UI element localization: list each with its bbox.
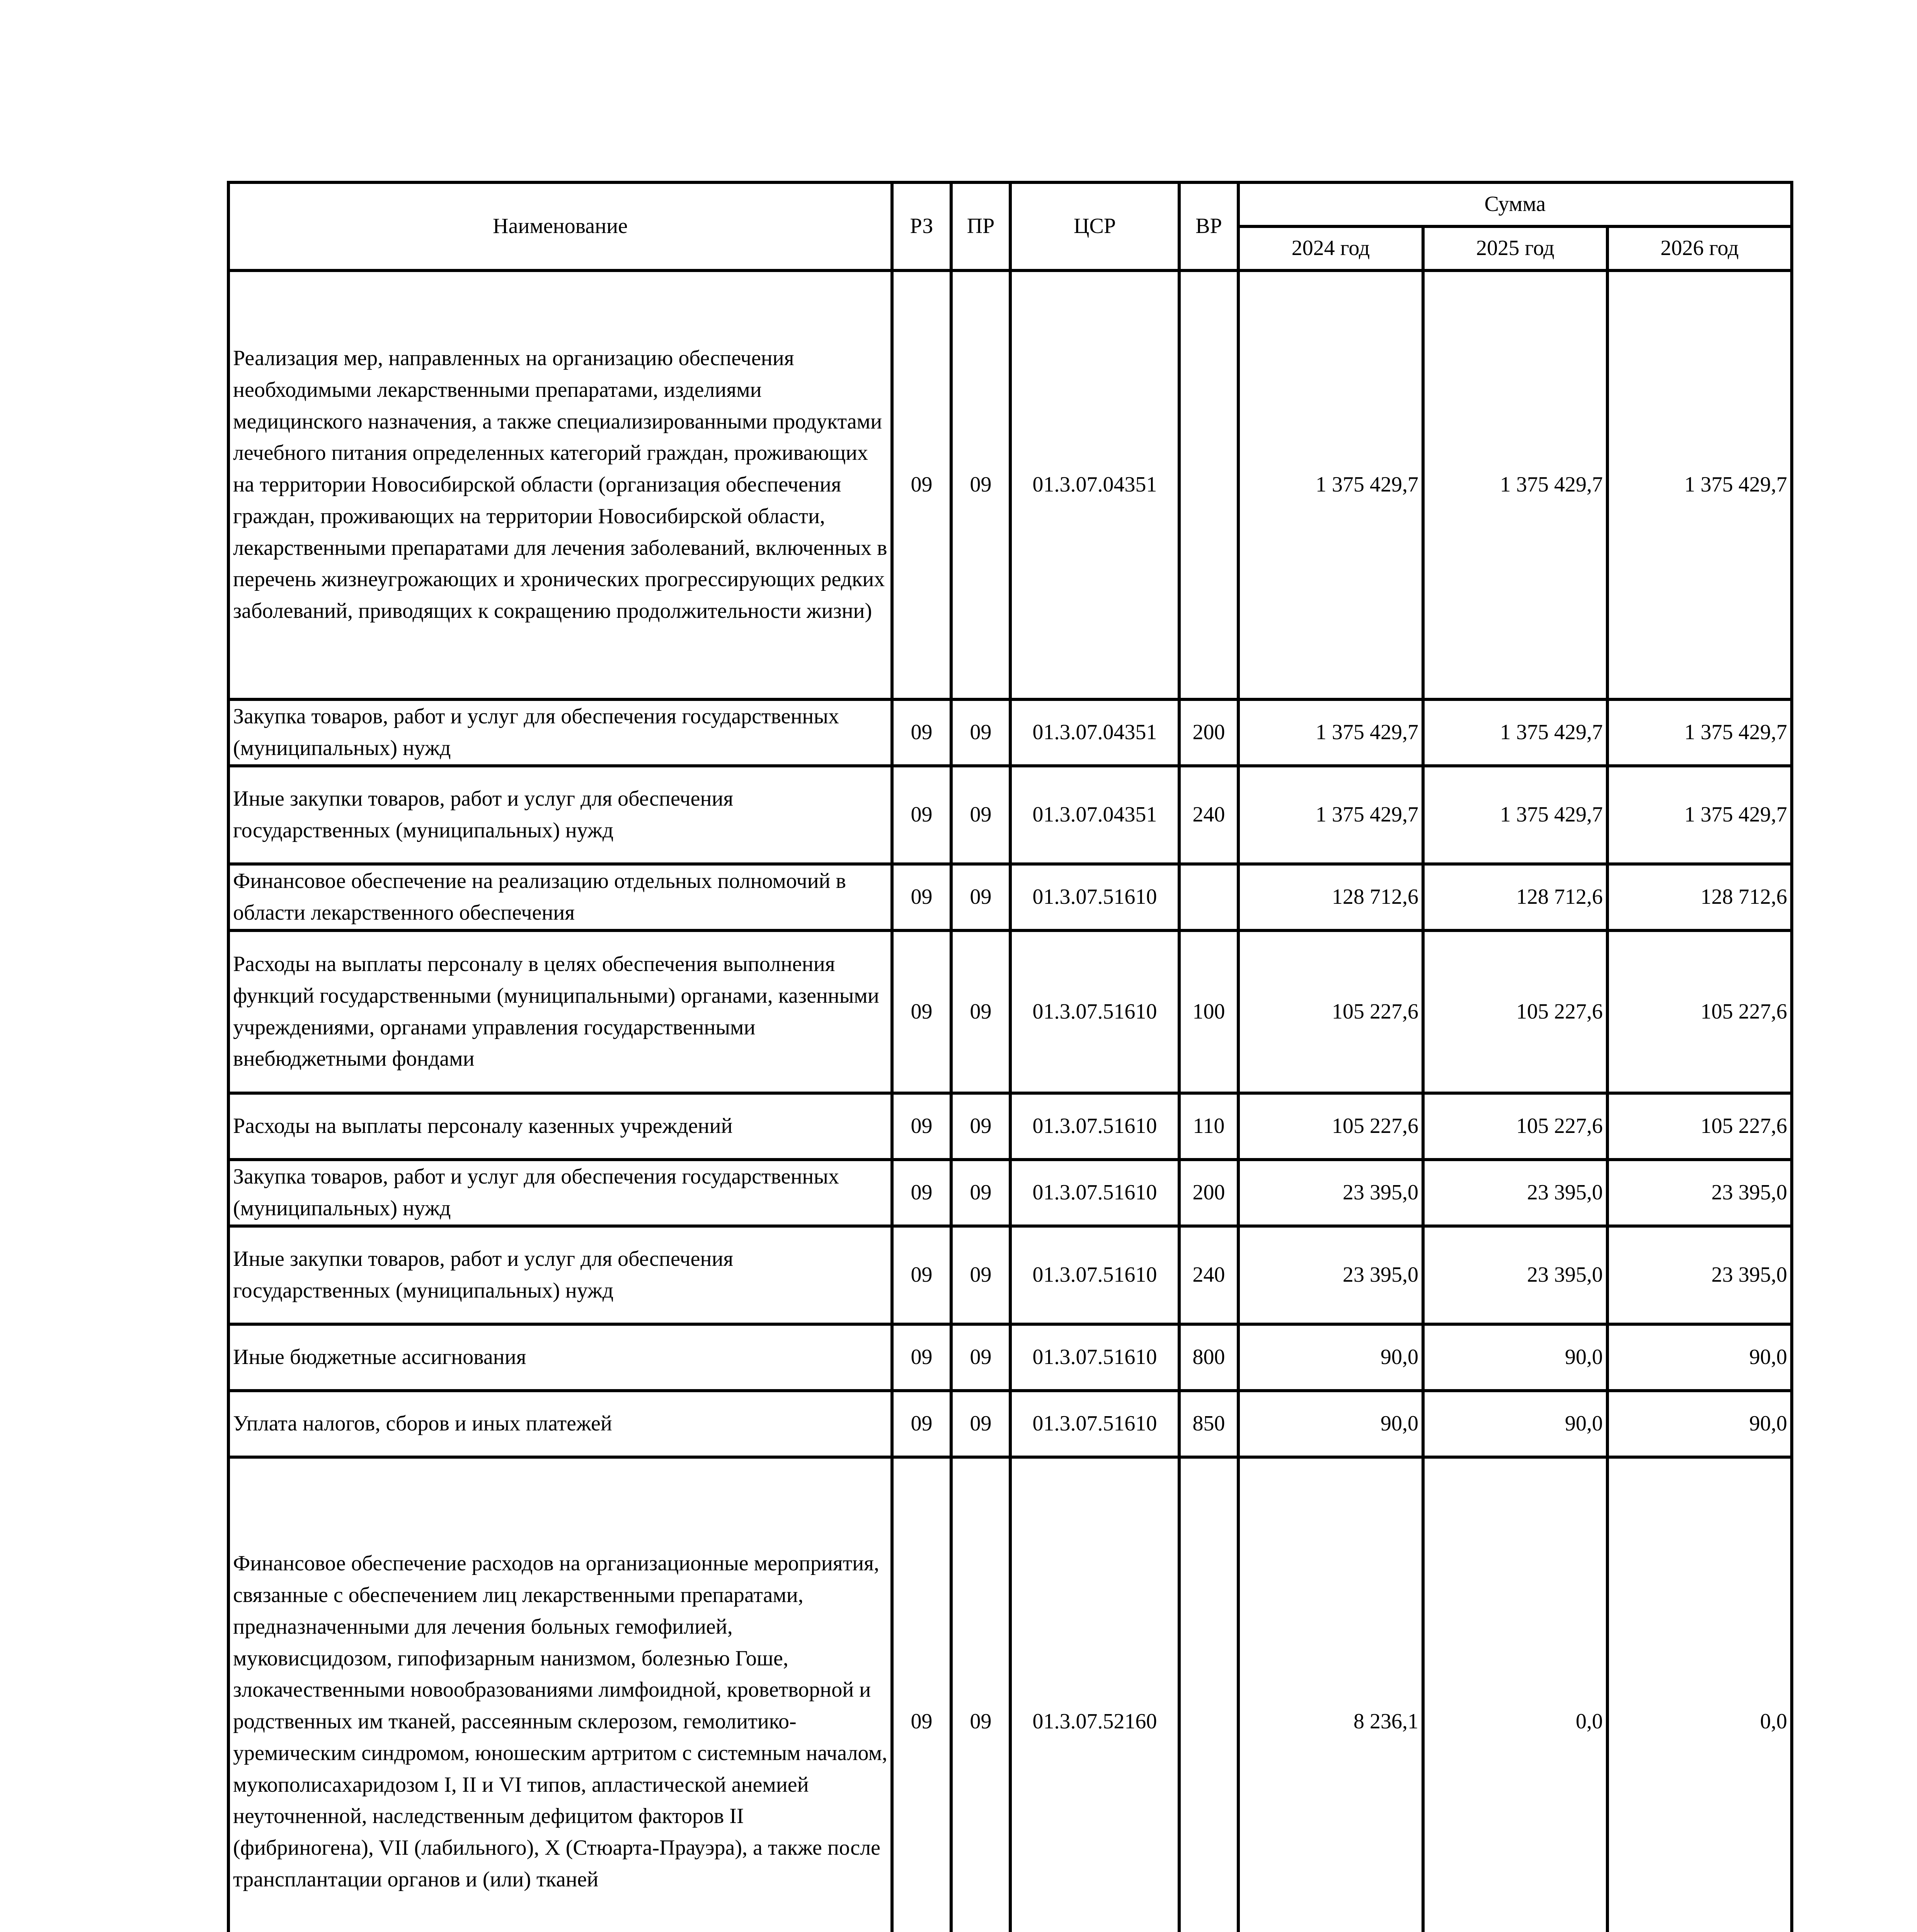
table-body	[228, 270, 1792, 1932]
cell-y2024: 90,0	[1238, 1391, 1423, 1457]
cell-name: Закупка товаров, работ и услуг для обеспечения государственных (муниципальных) нужд	[228, 1160, 892, 1226]
cell-name: Уплата налогов, сборов и иных платежей	[228, 1391, 892, 1457]
cell-pr: 09	[951, 864, 1010, 930]
cell-y2025: 23 395,0	[1423, 1226, 1607, 1324]
cell-y2024: 1 375 429,7	[1238, 766, 1423, 864]
cell-pr: 09	[951, 1226, 1010, 1324]
table-row	[228, 1391, 1792, 1457]
table-row	[228, 1457, 1792, 1932]
cell-csr: 01.3.07.04351	[1010, 766, 1179, 864]
cell-rz: 09	[892, 766, 951, 864]
cell-y2025: 23 395,0	[1423, 1160, 1607, 1226]
cell-csr: 01.3.07.04351	[1010, 699, 1179, 766]
cell-csr: 01.3.07.51610	[1010, 864, 1179, 930]
cell-rz: 09	[892, 699, 951, 766]
cell-rz: 09	[892, 1093, 951, 1160]
header-vr: ВР	[1179, 182, 1238, 270]
cell-y2024: 23 395,0	[1238, 1226, 1423, 1324]
cell-name: Расходы на выплаты персоналу казенных учреждений	[228, 1093, 892, 1160]
cell-vr: 850	[1179, 1391, 1238, 1457]
cell-y2024: 1 375 429,7	[1238, 270, 1423, 699]
cell-rz: 09	[892, 864, 951, 930]
cell-name: Иные закупки товаров, работ и услуг для обеспечения государственных (муниципальных) нужд	[228, 766, 892, 864]
cell-y2024: 90,0	[1238, 1324, 1423, 1391]
cell-y2026: 23 395,0	[1607, 1226, 1792, 1324]
cell-y2026: 105 227,6	[1607, 1093, 1792, 1160]
cell-vr: 800	[1179, 1324, 1238, 1391]
header-year-2025: 2025 год	[1423, 226, 1607, 270]
table-row	[228, 699, 1792, 766]
cell-vr	[1179, 270, 1238, 699]
cell-y2025: 0,0	[1423, 1457, 1607, 1932]
header-name: Наименование	[228, 182, 892, 270]
table-row	[228, 270, 1792, 699]
cell-name: Реализация мер, направленных на организацию обеспечения необходимыми лекарственными препаратами, изделиями медицинского назначения, а также специализированными продуктами лечебного питания определенных категорий граждан, проживающих на территории Новосибирской области (организация обеспечения граждан, проживающих на территории Новосибирской области, лекарственными препаратами для лечения заболеваний, включенных в перечень жизнеугрожающих и хронических прогрессирующих редких заболеваний, приводящих к сокращению продолжительности жизни)	[228, 270, 892, 699]
cell-y2026: 1 375 429,7	[1607, 699, 1792, 766]
cell-pr: 09	[951, 1391, 1010, 1457]
cell-y2026: 1 375 429,7	[1607, 766, 1792, 864]
cell-y2024: 105 227,6	[1238, 1093, 1423, 1160]
cell-y2026: 105 227,6	[1607, 930, 1792, 1093]
cell-y2025: 1 375 429,7	[1423, 270, 1607, 699]
cell-name: Закупка товаров, работ и услуг для обеспечения государственных (муниципальных) нужд	[228, 699, 892, 766]
cell-pr: 09	[951, 699, 1010, 766]
cell-name: Иные закупки товаров, работ и услуг для обеспечения государственных (муниципальных) нужд	[228, 1226, 892, 1324]
header-sum: Сумма	[1238, 182, 1792, 226]
cell-y2024: 105 227,6	[1238, 930, 1423, 1093]
cell-name: Иные бюджетные ассигнования	[228, 1324, 892, 1391]
cell-y2026: 0,0	[1607, 1457, 1792, 1932]
cell-vr	[1179, 1457, 1238, 1932]
cell-pr: 09	[951, 1093, 1010, 1160]
table-row	[228, 1160, 1792, 1226]
table-row	[228, 1093, 1792, 1160]
cell-csr: 01.3.07.52160	[1010, 1457, 1179, 1932]
table-header	[228, 182, 1792, 270]
cell-rz: 09	[892, 1457, 951, 1932]
cell-rz: 09	[892, 1391, 951, 1457]
cell-vr: 200	[1179, 699, 1238, 766]
cell-y2026: 128 712,6	[1607, 864, 1792, 930]
cell-pr: 09	[951, 766, 1010, 864]
header-rz: РЗ	[892, 182, 951, 270]
cell-y2026: 23 395,0	[1607, 1160, 1792, 1226]
cell-vr	[1179, 864, 1238, 930]
cell-pr: 09	[951, 1324, 1010, 1391]
cell-csr: 01.3.07.51610	[1010, 930, 1179, 1093]
cell-name: Расходы на выплаты персоналу в целях обеспечения выполнения функций государственными (муниципальными) органами, казенными учреждениями, органами управления государственными внебюджетными фондами	[228, 930, 892, 1093]
table-row	[228, 864, 1792, 930]
cell-name: Финансовое обеспечение расходов на организационные мероприятия, связанные с обеспечением лиц лекарственными препаратами, предназначенными для лечения больных гемофилией, муковисцидозом, гипофизарным нанизмом, болезнью Гоше, злокачественными новообразованиями лимфоидной, кроветворной и родственных им тканей, рассеянным склерозом, гемолитико-уремическим синдромом, юношеским артритом с системным началом, мукополисахаридозом I, II и VI типов, апластической анемией неуточненной, наследственным дефицитом факторов II (фибриногена), VII (лабильного), X (Стюарта-Прауэра), а также после трансплантации органов и (или) тканей	[228, 1457, 892, 1932]
cell-y2025: 90,0	[1423, 1324, 1607, 1391]
cell-rz: 09	[892, 270, 951, 699]
header-year-2024: 2024 год	[1238, 226, 1423, 270]
cell-csr: 01.3.07.51610	[1010, 1093, 1179, 1160]
cell-rz: 09	[892, 1160, 951, 1226]
cell-y2025: 1 375 429,7	[1423, 766, 1607, 864]
cell-y2026: 1 375 429,7	[1607, 270, 1792, 699]
cell-y2025: 105 227,6	[1423, 930, 1607, 1093]
cell-y2026: 90,0	[1607, 1324, 1792, 1391]
cell-pr: 09	[951, 1160, 1010, 1226]
cell-rz: 09	[892, 1324, 951, 1391]
cell-rz: 09	[892, 1226, 951, 1324]
cell-y2025: 90,0	[1423, 1391, 1607, 1457]
cell-pr: 09	[951, 1457, 1010, 1932]
cell-rz: 09	[892, 930, 951, 1093]
cell-y2024: 1 375 429,7	[1238, 699, 1423, 766]
cell-y2024: 128 712,6	[1238, 864, 1423, 930]
table-row	[228, 1324, 1792, 1391]
cell-csr: 01.3.07.04351	[1010, 270, 1179, 699]
budget-table	[227, 181, 1793, 1932]
cell-y2025: 128 712,6	[1423, 864, 1607, 930]
cell-vr: 240	[1179, 1226, 1238, 1324]
cell-vr: 200	[1179, 1160, 1238, 1226]
cell-name: Финансовое обеспечение на реализацию отдельных полномочий в области лекарственного обеспечения	[228, 864, 892, 930]
cell-csr: 01.3.07.51610	[1010, 1160, 1179, 1226]
cell-y2025: 1 375 429,7	[1423, 699, 1607, 766]
table-row	[228, 766, 1792, 864]
header-pr: ПР	[951, 182, 1010, 270]
header-csr: ЦСР	[1010, 182, 1179, 270]
cell-vr: 110	[1179, 1093, 1238, 1160]
cell-pr: 09	[951, 930, 1010, 1093]
table-row	[228, 930, 1792, 1093]
cell-csr: 01.3.07.51610	[1010, 1391, 1179, 1457]
cell-vr: 240	[1179, 766, 1238, 864]
cell-y2026: 90,0	[1607, 1391, 1792, 1457]
cell-vr: 100	[1179, 930, 1238, 1093]
cell-y2024: 8 236,1	[1238, 1457, 1423, 1932]
cell-y2025: 105 227,6	[1423, 1093, 1607, 1160]
cell-csr: 01.3.07.51610	[1010, 1324, 1179, 1391]
cell-pr: 09	[951, 270, 1010, 699]
cell-y2024: 23 395,0	[1238, 1160, 1423, 1226]
cell-csr: 01.3.07.51610	[1010, 1226, 1179, 1324]
table-row	[228, 1226, 1792, 1324]
header-year-2026: 2026 год	[1607, 226, 1792, 270]
